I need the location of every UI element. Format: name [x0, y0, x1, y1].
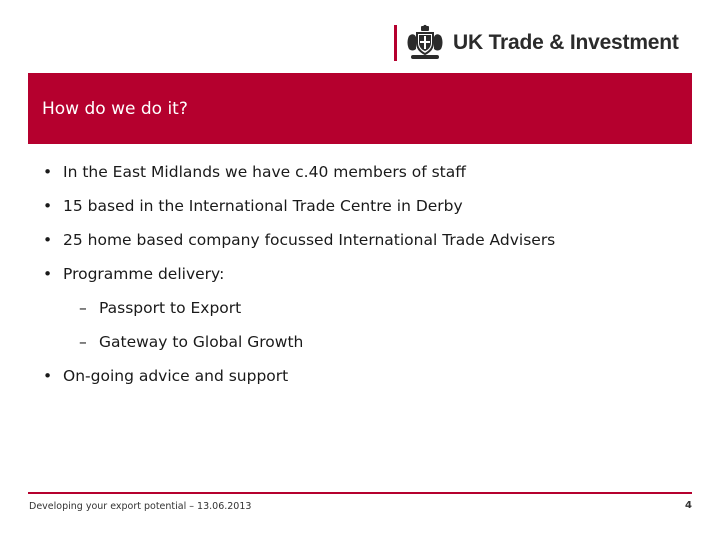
- footer-divider: [28, 492, 692, 494]
- royal-crest-icon: [405, 24, 445, 62]
- sub-bullet-marker: –: [79, 333, 87, 351]
- bullet-text: In the East Midlands we have c.40 members of staff: [63, 163, 466, 181]
- sub-bullet-item: [43, 296, 683, 320]
- bullet-item: [43, 228, 683, 252]
- bullet-marker: •: [43, 163, 53, 181]
- bullet-item: [43, 194, 683, 218]
- bullet-item: [43, 160, 683, 184]
- bullet-list: [43, 160, 683, 398]
- bullet-text: Programme delivery:: [63, 265, 225, 283]
- bullet-marker: •: [43, 367, 53, 385]
- sub-bullet-item: [43, 330, 683, 354]
- title-bar: [28, 73, 692, 144]
- ukti-logo: [394, 24, 679, 62]
- bullet-marker: •: [43, 197, 53, 215]
- page-number: 4: [685, 500, 692, 511]
- bullet-marker: •: [43, 265, 53, 283]
- bullet-item: [43, 364, 683, 388]
- sub-bullet-marker: –: [79, 299, 87, 317]
- sub-bullet-text: Passport to Export: [99, 299, 242, 317]
- slide-title: How do we do it?: [42, 98, 188, 119]
- bullet-text: 25 home based company focussed International Trade Advisers: [63, 231, 556, 249]
- sub-bullet-text: Gateway to Global Growth: [99, 333, 304, 351]
- logo-text: UK Trade & Investment: [453, 31, 679, 54]
- logo-divider-bar: [394, 25, 397, 61]
- bullet-marker: •: [43, 231, 53, 249]
- footer-caption: Developing your export potential – 13.06.2013: [29, 501, 252, 512]
- bullet-text: On-going advice and support: [63, 367, 289, 385]
- bullet-text: 15 based in the International Trade Centre in Derby: [63, 197, 463, 215]
- bullet-item: [43, 262, 683, 286]
